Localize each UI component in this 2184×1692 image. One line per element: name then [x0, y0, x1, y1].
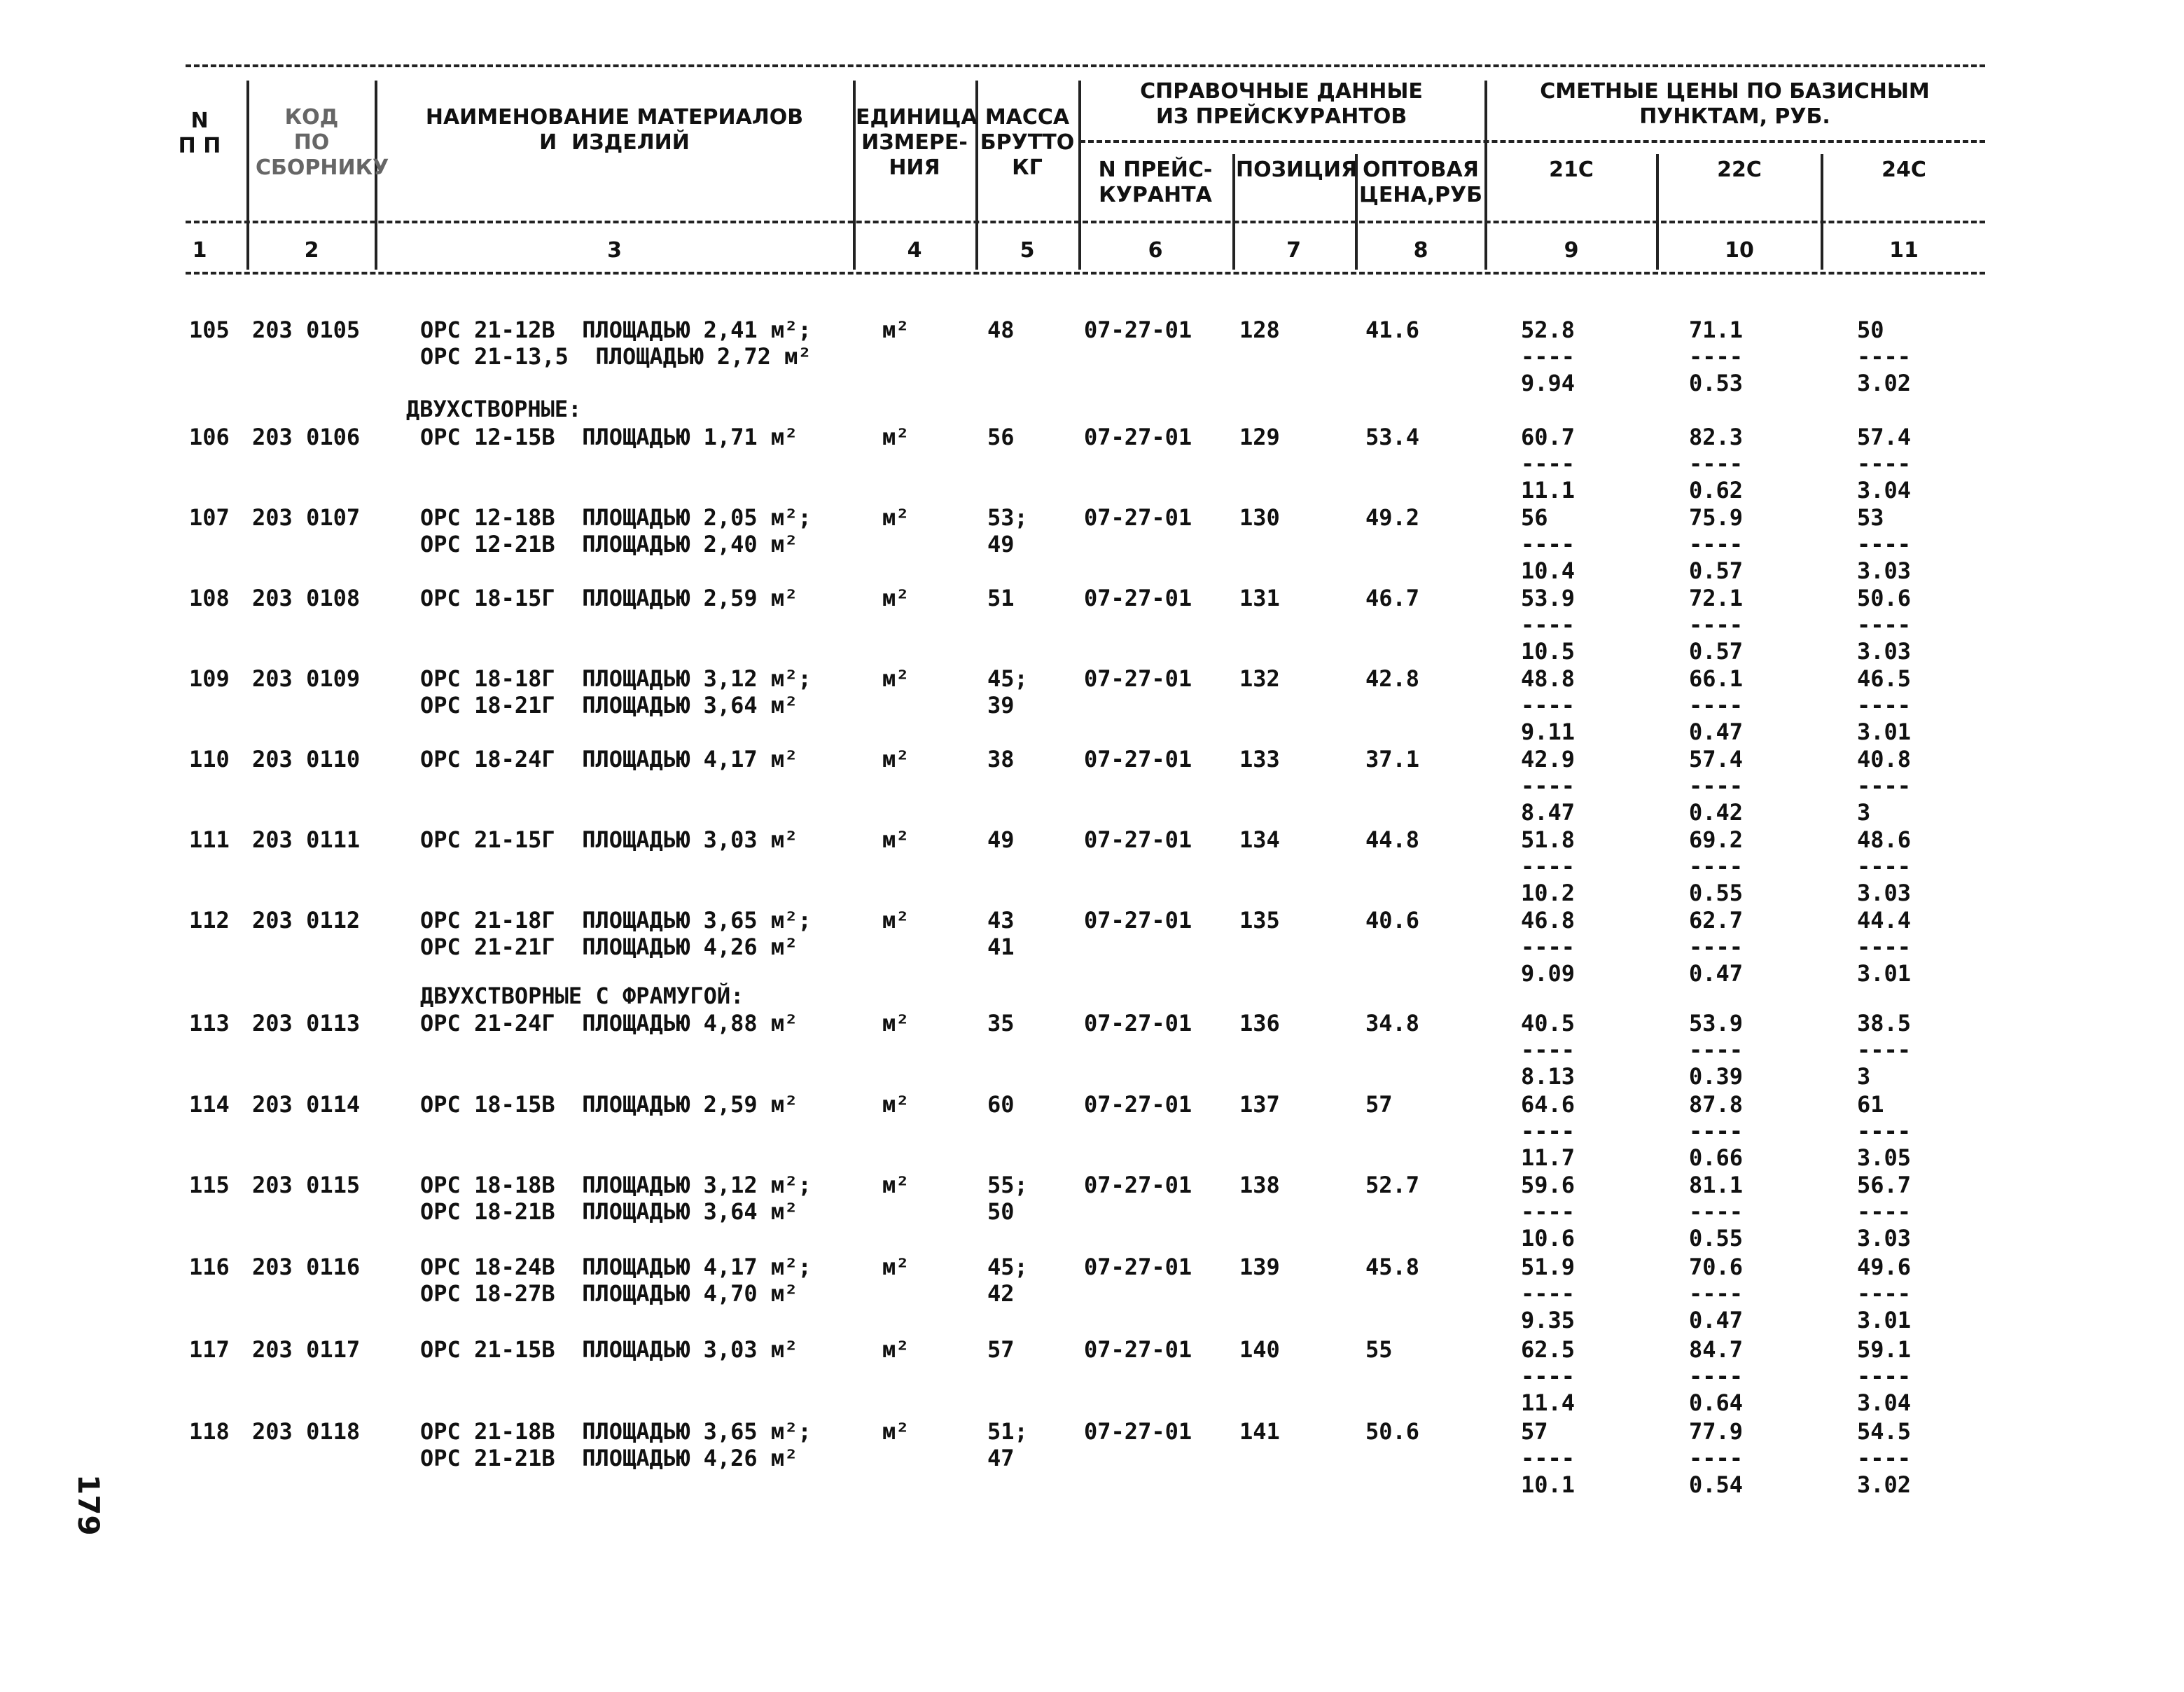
col-divider: [1656, 154, 1659, 270]
price-divider: ----: [1689, 1445, 1744, 1471]
price-value: 57: [1521, 1418, 1548, 1445]
transport-cost-value: 0.47: [1689, 960, 1744, 987]
cell-unit: м²: [882, 1254, 910, 1280]
col-divider: [246, 81, 249, 270]
header-col-21c: 21С: [1549, 158, 1594, 182]
cell-mass: 56: [987, 424, 1015, 450]
transport-cost-value: 9.35: [1521, 1307, 1576, 1333]
cell-unit: м²: [882, 1091, 910, 1118]
transport-cost-value: 9.11: [1521, 719, 1576, 745]
cell-pk: 07-27-01: [1084, 907, 1192, 934]
col-divider: [1078, 81, 1081, 270]
cell-opt: 46.7: [1365, 585, 1420, 611]
cell-mass: 53; 49: [987, 504, 1028, 557]
price-divider: ----: [1689, 450, 1744, 477]
price-value: 53.9: [1521, 585, 1576, 611]
price-value: 46.5: [1857, 665, 1912, 692]
cell-pk: 07-27-01: [1084, 1254, 1192, 1280]
cell-mass: 35: [987, 1010, 1015, 1036]
cell-n: 109: [189, 665, 230, 692]
cell-pos: 132: [1239, 665, 1280, 692]
cell-n: 116: [189, 1254, 230, 1280]
cell-code: 203 0116: [252, 1254, 361, 1280]
transport-cost-value: 3.05: [1857, 1144, 1912, 1171]
column-number: 10: [1725, 238, 1754, 263]
price-divider: ----: [1857, 772, 1912, 799]
header-col-position: ПОЗИЦИЯ: [1236, 158, 1358, 182]
cell-code: 203 0112: [252, 907, 361, 934]
price-divider: ----: [1521, 1118, 1576, 1144]
cell-unit: м²: [882, 1010, 910, 1036]
cell-unit: м²: [882, 907, 910, 934]
cell-opt: 44.8: [1365, 826, 1420, 853]
price-value: 48.8: [1521, 665, 1576, 692]
cell-mass: 51: [987, 585, 1015, 611]
price-divider: ----: [1689, 611, 1744, 638]
cell-pos: 136: [1239, 1010, 1280, 1036]
price-divider: ----: [1857, 1280, 1912, 1307]
transport-cost-value: 3.01: [1857, 1307, 1912, 1333]
price-divider: ----: [1857, 611, 1912, 638]
cell-name: ОРС 12-18В ПЛОЩАДЬЮ 2,05 м²; ОРС 12-21В ПЛОЩАДЬЮ 2,40 м²: [420, 504, 812, 557]
cell-pos: 137: [1239, 1091, 1280, 1118]
cell-unit: м²: [882, 585, 910, 611]
column-number: 1: [192, 238, 207, 263]
cell-mass: 55; 50: [987, 1172, 1028, 1225]
cell-pos: 140: [1239, 1336, 1280, 1363]
price-value: 71.1: [1689, 317, 1744, 343]
header-rule: [186, 221, 1985, 223]
header-col-name: НАИМЕНОВАНИЕ МАТЕРИАЛОВ И ИЗДЕЛИЙ: [425, 105, 804, 155]
transport-cost-value: 10.6: [1521, 1225, 1576, 1251]
header-group-reference: СПРАВОЧНЫЕ ДАННЫЕ ИЗ ПРЕЙСКУРАНТОВ: [1140, 79, 1423, 129]
cell-pk: 07-27-01: [1084, 746, 1192, 772]
cell-name: ОРС 12-15В ПЛОЩАДЬЮ 1,71 м²: [420, 424, 798, 450]
price-value: 53: [1857, 504, 1884, 531]
transport-cost-value: 3.02: [1857, 370, 1912, 396]
cell-pos: 134: [1239, 826, 1280, 853]
price-value: 56: [1521, 504, 1548, 531]
cell-code: 203 0109: [252, 665, 361, 692]
price-divider: ----: [1689, 343, 1744, 370]
price-divider: ----: [1689, 1280, 1744, 1307]
price-value: 84.7: [1689, 1336, 1744, 1363]
cell-mass: 60: [987, 1091, 1015, 1118]
cell-pos: 128: [1239, 317, 1280, 343]
header-col-wholesale: ОПТОВАЯ ЦЕНА,РУБ: [1358, 158, 1483, 207]
cell-pk: 07-27-01: [1084, 1091, 1192, 1118]
column-number: 4: [907, 238, 922, 263]
cell-mass: 38: [987, 746, 1015, 772]
cell-name: ОРС 18-24В ПЛОЩАДЬЮ 4,17 м²; ОРС 18-27В ПЛОЩАДЬЮ 4,70 м²: [420, 1254, 812, 1307]
price-value: 77.9: [1689, 1418, 1744, 1445]
transport-cost-value: 11.7: [1521, 1144, 1576, 1171]
price-value: 50: [1857, 317, 1884, 343]
price-value: 62.5: [1521, 1336, 1576, 1363]
transport-cost-value: 3.01: [1857, 960, 1912, 987]
cell-code: 203 0114: [252, 1091, 361, 1118]
price-value: 52.8: [1521, 317, 1576, 343]
cell-opt: 37.1: [1365, 746, 1420, 772]
cell-pos: 139: [1239, 1254, 1280, 1280]
cell-name: ОРС 21-12В ПЛОЩАДЬЮ 2,41 м²; ОРС 21-13,5 ПЛОЩАДЬЮ 2,72 м²: [420, 317, 812, 370]
cell-name: ОРС 18-18В ПЛОЩАДЬЮ 3,12 м²; ОРС 18-21В ПЛОЩАДЬЮ 3,64 м²: [420, 1172, 812, 1225]
transport-cost-value: 3.03: [1857, 1225, 1912, 1251]
transport-cost-value: 3.03: [1857, 638, 1912, 665]
transport-cost-value: 11.1: [1521, 477, 1576, 504]
price-divider: ----: [1521, 1445, 1576, 1471]
cell-pk: 07-27-01: [1084, 1336, 1192, 1363]
price-divider: ----: [1857, 343, 1912, 370]
header-col-mass: МАССА БРУТТО КГ: [980, 105, 1075, 180]
cell-pos: 131: [1239, 585, 1280, 611]
transport-cost-value: 0.55: [1689, 880, 1744, 906]
cell-n: 108: [189, 585, 230, 611]
price-divider: ----: [1857, 1198, 1912, 1225]
column-number: 2: [304, 238, 319, 263]
header-col-code: КОД ПО СБОРНИКУ: [256, 105, 389, 180]
price-divider: ----: [1521, 692, 1576, 719]
cell-opt: 53.4: [1365, 424, 1420, 450]
cell-mass: 57: [987, 1336, 1015, 1363]
cell-name: ОРС 21-15В ПЛОЩАДЬЮ 3,03 м²: [420, 1336, 798, 1363]
price-value: 46.8: [1521, 907, 1576, 934]
transport-cost-value: 3.03: [1857, 880, 1912, 906]
price-value: 61: [1857, 1091, 1884, 1118]
cell-unit: м²: [882, 317, 910, 343]
column-number: 3: [607, 238, 622, 263]
cell-name: ОРС 18-24Г ПЛОЩАДЬЮ 4,17 м²: [420, 746, 798, 772]
cell-pk: 07-27-01: [1084, 585, 1192, 611]
price-value: 48.6: [1857, 826, 1912, 853]
price-divider: ----: [1689, 1363, 1744, 1389]
cell-name: ОРС 21-18Г ПЛОЩАДЬЮ 3,65 м²; ОРС 21-21Г ПЛОЩАДЬЮ 4,26 м²: [420, 907, 812, 960]
cell-pos: 141: [1239, 1418, 1280, 1445]
cell-pos: 135: [1239, 907, 1280, 934]
transport-cost-value: 0.66: [1689, 1144, 1744, 1171]
cell-pk: 07-27-01: [1084, 1418, 1192, 1445]
transport-cost-value: 10.2: [1521, 880, 1576, 906]
transport-cost-value: 10.5: [1521, 638, 1576, 665]
cell-code: 203 0106: [252, 424, 361, 450]
cell-n: 106: [189, 424, 230, 450]
cell-n: 114: [189, 1091, 230, 1118]
header-col-pricelist: N ПРЕЙС- КУРАНТА: [1098, 158, 1213, 207]
header-col-unit: ЕДИНИЦА ИЗМЕРЕ- НИЯ: [856, 105, 978, 180]
page-number: 179: [71, 1474, 106, 1536]
price-value: 56.7: [1857, 1172, 1912, 1198]
cell-mass: 45; 39: [987, 665, 1028, 719]
transport-cost-value: 11.4: [1521, 1389, 1576, 1416]
cell-pk: 07-27-01: [1084, 424, 1192, 450]
price-divider: ----: [1857, 853, 1912, 880]
column-number: 5: [1020, 238, 1035, 263]
cell-pos: 138: [1239, 1172, 1280, 1198]
price-divider: ----: [1521, 343, 1576, 370]
cell-opt: 34.8: [1365, 1010, 1420, 1036]
price-divider: ----: [1521, 1198, 1576, 1225]
cell-opt: 55: [1365, 1336, 1393, 1363]
col-divider: [1484, 81, 1487, 270]
transport-cost-value: 0.42: [1689, 799, 1744, 826]
transport-cost-value: 3.03: [1857, 557, 1912, 584]
column-number: 6: [1148, 238, 1163, 263]
column-number: 9: [1564, 238, 1579, 263]
price-value: 69.2: [1689, 826, 1744, 853]
price-divider: ----: [1857, 1118, 1912, 1144]
cell-code: 203 0107: [252, 504, 361, 531]
cell-name: ОРС 21-15Г ПЛОЩАДЬЮ 3,03 м²: [420, 826, 798, 853]
price-divider: ----: [1521, 450, 1576, 477]
cell-n: 113: [189, 1010, 230, 1036]
price-divider: ----: [1857, 1445, 1912, 1471]
price-divider: ----: [1521, 1363, 1576, 1389]
transport-cost-value: 0.57: [1689, 638, 1744, 665]
cell-name: ОРС 21-24Г ПЛОЩАДЬЮ 4,88 м²: [420, 1010, 798, 1036]
transport-cost-value: 0.53: [1689, 370, 1744, 396]
cell-code: 203 0110: [252, 746, 361, 772]
cell-pos: 130: [1239, 504, 1280, 531]
price-divider: ----: [1521, 934, 1576, 960]
section-label: ДВУХСТВОРНЫЕ:: [406, 396, 582, 422]
section-label: ДВУХСТВОРНЫЕ С ФРАМУГОЙ:: [420, 983, 744, 1009]
transport-cost-value: 0.57: [1689, 557, 1744, 584]
cell-pk: 07-27-01: [1084, 504, 1192, 531]
cell-unit: м²: [882, 504, 910, 531]
cell-code: 203 0113: [252, 1010, 361, 1036]
cell-n: 118: [189, 1418, 230, 1445]
price-value: 64.6: [1521, 1091, 1576, 1118]
price-value: 50.6: [1857, 585, 1912, 611]
price-value: 54.5: [1857, 1418, 1912, 1445]
price-value: 57.4: [1689, 746, 1744, 772]
price-value: 70.6: [1689, 1254, 1744, 1280]
cell-n: 112: [189, 907, 230, 934]
price-value: 51.8: [1521, 826, 1576, 853]
cell-mass: 48: [987, 317, 1015, 343]
cell-opt: 41.6: [1365, 317, 1420, 343]
price-divider: ----: [1689, 853, 1744, 880]
cell-unit: м²: [882, 1336, 910, 1363]
header-col-24c: 24С: [1882, 158, 1926, 182]
top-rule: [186, 64, 1985, 67]
cell-opt: 50.6: [1365, 1418, 1420, 1445]
price-value: 60.7: [1521, 424, 1576, 450]
price-divider: ----: [1857, 934, 1912, 960]
price-value: 40.8: [1857, 746, 1912, 772]
cell-opt: 52.7: [1365, 1172, 1420, 1198]
cell-n: 111: [189, 826, 230, 853]
cell-mass: 43 41: [987, 907, 1015, 960]
cell-pos: 133: [1239, 746, 1280, 772]
transport-cost-value: 3.01: [1857, 719, 1912, 745]
price-divider: ----: [1689, 1118, 1744, 1144]
cell-unit: м²: [882, 1172, 910, 1198]
col-divider: [1821, 154, 1823, 270]
cell-name: ОРС 18-15В ПЛОЩАДЬЮ 2,59 м²: [420, 1091, 798, 1118]
price-value: 57.4: [1857, 424, 1912, 450]
price-divider: ----: [1521, 772, 1576, 799]
cell-opt: 42.8: [1365, 665, 1420, 692]
cell-unit: м²: [882, 826, 910, 853]
price-value: 72.1: [1689, 585, 1744, 611]
cell-unit: м²: [882, 1418, 910, 1445]
price-divider: ----: [1521, 531, 1576, 557]
price-divider: ----: [1689, 1036, 1744, 1063]
cell-opt: 45.8: [1365, 1254, 1420, 1280]
transport-cost-value: 0.62: [1689, 477, 1744, 504]
price-divider: ----: [1857, 531, 1912, 557]
column-number: 7: [1286, 238, 1301, 263]
price-value: 87.8: [1689, 1091, 1744, 1118]
price-divider: ----: [1689, 692, 1744, 719]
price-divider: ----: [1521, 1036, 1576, 1063]
price-value: 66.1: [1689, 665, 1744, 692]
price-value: 49.6: [1857, 1254, 1912, 1280]
price-value: 38.5: [1857, 1010, 1912, 1036]
transport-cost-value: 10.1: [1521, 1471, 1576, 1498]
cell-pk: 07-27-01: [1084, 317, 1192, 343]
cell-pk: 07-27-01: [1084, 826, 1192, 853]
price-divider: ----: [1857, 1036, 1912, 1063]
transport-cost-value: 9.09: [1521, 960, 1576, 987]
cell-pk: 07-27-01: [1084, 1010, 1192, 1036]
cell-unit: м²: [882, 665, 910, 692]
price-divider: ----: [1689, 1198, 1744, 1225]
transport-cost-value: 3.04: [1857, 1389, 1912, 1416]
transport-cost-value: 0.54: [1689, 1471, 1744, 1498]
transport-cost-value: 10.4: [1521, 557, 1576, 584]
price-divider: ----: [1689, 772, 1744, 799]
cell-code: 203 0111: [252, 826, 361, 853]
transport-cost-value: 0.47: [1689, 719, 1744, 745]
transport-cost-value: 8.13: [1521, 1063, 1576, 1090]
group-rule: [1080, 140, 1985, 143]
cell-n: 105: [189, 317, 230, 343]
price-value: 75.9: [1689, 504, 1744, 531]
transport-cost-value: 9.94: [1521, 370, 1576, 396]
col-divider: [1232, 154, 1235, 270]
cell-unit: м²: [882, 424, 910, 450]
column-number: 11: [1889, 238, 1919, 263]
price-value: 81.1: [1689, 1172, 1744, 1198]
transport-cost-value: 3: [1857, 799, 1871, 826]
price-divider: ----: [1857, 692, 1912, 719]
cell-code: 203 0118: [252, 1418, 361, 1445]
cell-code: 203 0105: [252, 317, 361, 343]
price-value: 44.4: [1857, 907, 1912, 934]
transport-cost-value: 8.47: [1521, 799, 1576, 826]
cell-pk: 07-27-01: [1084, 665, 1192, 692]
cell-code: 203 0115: [252, 1172, 361, 1198]
transport-cost-value: 0.55: [1689, 1225, 1744, 1251]
price-divider: ----: [1521, 853, 1576, 880]
price-value: 42.9: [1521, 746, 1576, 772]
price-divider: ----: [1857, 1363, 1912, 1389]
cell-pos: 129: [1239, 424, 1280, 450]
cell-n: 117: [189, 1336, 230, 1363]
header-col-22c: 22С: [1717, 158, 1762, 182]
price-value: 59.1: [1857, 1336, 1912, 1363]
cell-pk: 07-27-01: [1084, 1172, 1192, 1198]
cell-opt: 40.6: [1365, 907, 1420, 934]
price-divider: ----: [1521, 1280, 1576, 1307]
cell-name: ОРС 18-15Г ПЛОЩАДЬЮ 2,59 м²: [420, 585, 798, 611]
cell-opt: 49.2: [1365, 504, 1420, 531]
price-value: 53.9: [1689, 1010, 1744, 1036]
transport-cost-value: 3: [1857, 1063, 1871, 1090]
price-divider: ----: [1857, 450, 1912, 477]
cell-mass: 45; 42: [987, 1254, 1028, 1307]
cell-n: 115: [189, 1172, 230, 1198]
header-bottom-rule: [186, 272, 1985, 275]
cell-n: 107: [189, 504, 230, 531]
column-number: 8: [1413, 238, 1428, 263]
cell-code: 203 0117: [252, 1336, 361, 1363]
price-value: 40.5: [1521, 1010, 1576, 1036]
transport-cost-value: 0.64: [1689, 1389, 1744, 1416]
cell-mass: 49: [987, 826, 1015, 853]
transport-cost-value: 0.47: [1689, 1307, 1744, 1333]
price-value: 59.6: [1521, 1172, 1576, 1198]
cell-name: ОРС 18-18Г ПЛОЩАДЬЮ 3,12 м²; ОРС 18-21Г ПЛОЩАДЬЮ 3,64 м²: [420, 665, 812, 719]
cell-code: 203 0108: [252, 585, 361, 611]
price-value: 51.9: [1521, 1254, 1576, 1280]
header-col-num: N П П: [178, 109, 221, 158]
cell-unit: м²: [882, 746, 910, 772]
header-group-prices: СМЕТНЫЕ ЦЕНЫ ПО БАЗИСНЫМ ПУНКТАМ, РУБ.: [1540, 79, 1930, 129]
price-divider: ----: [1521, 611, 1576, 638]
transport-cost-value: 3.02: [1857, 1471, 1912, 1498]
price-divider: ----: [1689, 934, 1744, 960]
price-divider: ----: [1689, 531, 1744, 557]
transport-cost-value: 0.39: [1689, 1063, 1744, 1090]
price-value: 62.7: [1689, 907, 1744, 934]
cell-mass: 51; 47: [987, 1418, 1028, 1471]
transport-cost-value: 3.04: [1857, 477, 1912, 504]
cell-opt: 57: [1365, 1091, 1393, 1118]
cell-n: 110: [189, 746, 230, 772]
cell-name: ОРС 21-18В ПЛОЩАДЬЮ 3,65 м²; ОРС 21-21В ПЛОЩАДЬЮ 4,26 м²: [420, 1418, 812, 1471]
price-value: 82.3: [1689, 424, 1744, 450]
